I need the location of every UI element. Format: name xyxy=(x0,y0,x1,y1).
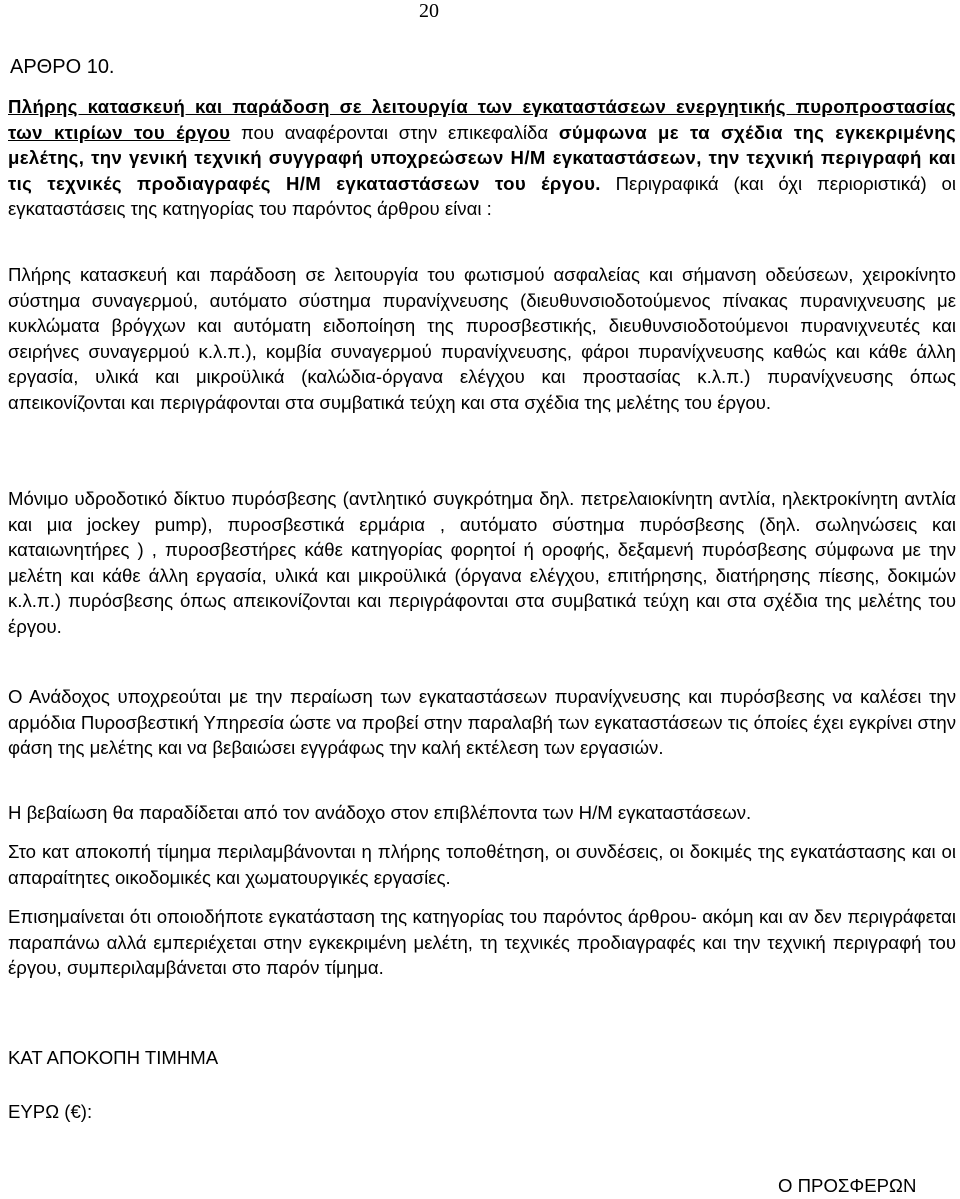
offeror-label: Ο ΠΡΟΣΦΕΡΩΝ xyxy=(778,1175,917,1196)
intro-bold-underlined: Πλήρης κατασκευή και παράδοση σε λειτουργία των εγκαταστάσεων ενεργητικής πυροπροστασίας των κτιρίων του έργου xyxy=(8,96,956,143)
intro-paragraph xyxy=(8,94,956,222)
unit-price-paragraph: Στο κατ αποκοπή τίμημα περιλαμβάνονται η πλήρης τοποθέτηση, οι συνδέσεις, οι δοκιμές της εγκατάστασης και οι απαραίτητες οικοδομικές και χωματουργικές εργασίες. xyxy=(8,841,956,888)
intro-normal-text: που αναφέρονται στην επικεφαλίδα xyxy=(230,121,559,143)
certification-paragraph: Η βεβαίωση θα παραδίδεται από τον ανάδοχο στον επιβλέποντα των Η/Μ εγκαταστάσεων. xyxy=(8,802,752,823)
contractor-obligation-paragraph: Ο Ανάδοχος υποχρεούται με την περαίωση των εγκαταστάσεων πυρανίχνευσης και πυρόσβεσης να καλέσει την αρμόδια Πυροσβεστική Υπηρεσία ώστε να προβεί στην παραλαβή των εγκαταστάσεων τις όποίες έχει εγκρίνει στην φάση της μελέτης και να βεβαιώσει εγγράφως την καλή εκτέλεση των εργασιών. xyxy=(8,686,956,759)
price-heading: ΚΑΤ ΑΠΟΚΟΠΗ ΤΙΜΗΜΑ xyxy=(8,1047,219,1068)
euro-price-label: ΕΥΡΩ (€): xyxy=(8,1101,93,1122)
page-number: 20 xyxy=(419,0,439,22)
intro-bold-text: σύμφωνα με τα σχέδια της εγκεκριμένης μελέτης, την γενική τεχνική συγγραφή υποχρεώσεων Η/Μ εγκαταστάσεων, την τεχνική περιγραφή και τις τεχνικές προδιαγραφές Η/Μ εγκαταστάσεων του έργου. xyxy=(8,121,956,194)
article-title: ΑΡΘΡΟ 10. xyxy=(10,56,115,78)
fire-detection-paragraph: Πλήρης κατασκευή και παράδοση σε λειτουργία του φωτισμού ασφαλείας και σήμανση οδεύσεων, χειροκίνητο σύστημα συναγερμού, αυτόματο σύστημα πυρανίχνευσης (διευθυνσιοδοτούμενος πίνακας πυρανιχνευσης με κυκλώματα βρόγχων και αυτόματη ειδοποίηση της πυροσβεστικής, διευθυνσιοδοτούμενοι πυρανιχνευτές και σειρήνες συναγερμού κ.λ.π.), κομβία συναγερμού πυρανίχνευσης, φάροι πυρανίχνευσης καθώς και κάθε άλλη εργασία, υλικά και μικροϋλικά (καλώδια-όργανα ελέγχου και προστασίας κ.λ.π.) πυρανίχνευσης όπως απεικονίζονται και περιγράφονται στα συμβατικά τεύχη και στα σχέδια της μελέτης του έργου. xyxy=(8,264,956,413)
fire-fighting-paragraph: Μόνιμο υδροδοτικό δίκτυο πυρόσβεσης (αντλητικό συγκρότημα δηλ. πετρελαιοκίνητη αντλία, ηλεκτροκίνητη αντλία και μια jockey pump), πυροσβεστικά ερμάρια , αυτόματο σύστημα πυρόσβεσης (δηλ. σωληνώσεις και καταιωνητήρες ) , πυροσβεστήρες κάθε κατηγορίας φορητοί ή οροφής, δεξαμενή πυρόσβεσης σύμφωνα με την μελέτη και κάθε άλλη εργασία, υλικά και μικροϋλικά (όργανα ελέγχου, επιτήρησης, διατήρησης πίεσης, δοκιμών κ.λ.π.) πυρόσβεσης όπως απεικονίζονται και περιγράφονται στα συμβατικά τεύχη και στα σχέδια της μελέτης του έργου. xyxy=(8,488,956,637)
intro-description: Περιγραφικά (και όχι περιοριστικά) οι εγκαταστάσεις της κατηγορίας του παρόντος άρθρου είναι : xyxy=(8,172,957,220)
note-paragraph: Επισημαίνεται ότι οποιοδήποτε εγκατάσταση της κατηγορίας του παρόντος άρθρου- ακόμη και αν δεν περιγράφεται παραπάνω αλλά εμπεριέχεται στην εγκεκριμένη μελέτη, τη τεχνικές προδιαγραφές και την τεχνική περιγραφή του έργου, συμπεριλαμβάνεται στο παρόν τίμημα. xyxy=(8,906,956,979)
